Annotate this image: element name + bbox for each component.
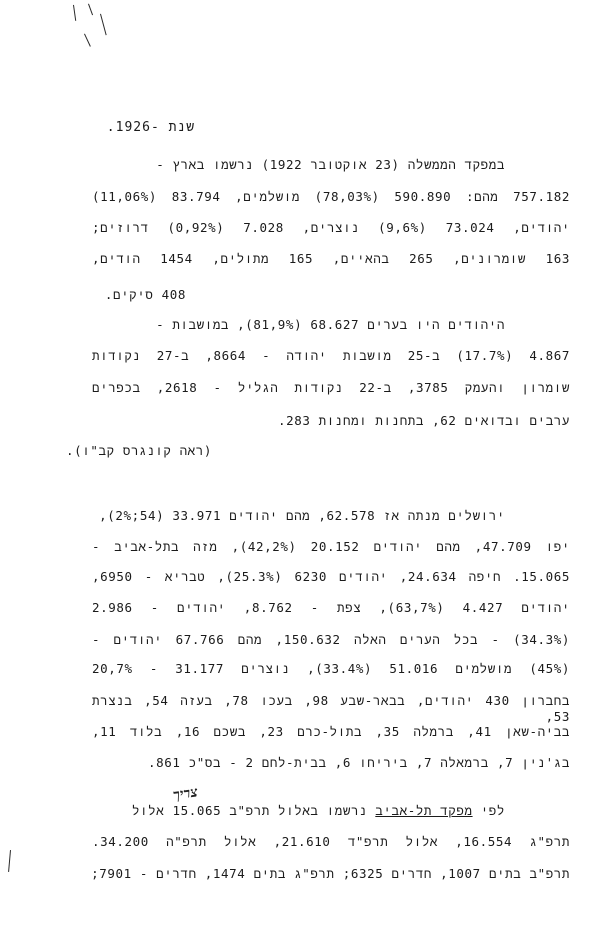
paragraph4-line2: תרפ"ג 16.554, אלול תרפ"ד 21.610, אלול תרפ"ה 34.200. [92,834,570,849]
handwritten-note: צריך [171,784,199,804]
paragraph1-line3: יהודים, 73.024 (9,6%) נוצרים, 7.028 (0,92%) דרוזים; [92,220,570,235]
pen-mark-2 [88,4,93,16]
paragraph1-line5: 408 סיקים. [104,287,186,302]
paragraph3-line3: 15.065. חיפה 24.634, יהודים 6230 (25.3%), טבריא - 6950, [92,569,570,584]
paragraph3-line2: יפו 47.709, מהם יהודים 20.152 (42,2%), מזה בתל-אביב - [92,539,570,554]
paragraph4-intro: לפי [472,803,505,818]
paragraph3-line7: בחברון 430 יהודים, בבאר-שבע 98, בעכו 78, בעזה 54, בנצרת 53, [92,693,570,724]
paragraph3-line5: (34.3%) - בכל הערים האלה 150.632, מהם 67.766 יהודים - [92,632,570,647]
paragraph2-line2: 4.867 (17.7%) ב-25 מושבות יהודה - 8664, ב-27 נקודות [92,348,570,363]
paragraph3-line8: בביה-שאן 41, ברמלה 35, בתול-כרם 23, בשכם 16, בלוד 11, [92,724,570,739]
pen-mark-5 [8,850,11,872]
paragraph2-line3: שומרון והעמק 3785, ב-22 נקודות הגליל - 2618, בכפרים [92,380,570,395]
paragraph1-line1: במפקד הממשלה (23 אוקטובר 1922) נרשמו בארץ - [156,157,505,172]
paragraph2-line4: ערבים ובדואים 62, בתחנות ומחנות 283. [278,413,570,428]
pen-mark-3 [100,14,107,36]
paragraph1-line4: 163 שומרונים, 265 בהאיים, 165 מתולים, 1454 הודים, [92,251,570,266]
paragraph2-line5: (ראה קונגרס קב"ו). [66,443,212,458]
pen-mark-1 [73,5,77,21]
paragraph3-line4: יהודים 4.427 (63,7%), צפת - 8.762, יהודים - 2.986 [92,600,570,615]
paragraph4-line3: תרפ"ב בתים 1007, חדרים 6325; תרפ"ג בתים 1474, חדרים - 7901; [91,866,570,881]
paragraph3-line9: בג'נין 7, ברמאלה 7, ביריחו 6, בבית-לחם 2 - בס"כ 861. [148,755,570,770]
paragraph4-line1 [132,803,505,819]
paragraph4-rest: נרשמו באלול תרפ"ב 15.065 אלול [131,803,376,818]
paragraph3-line6: (45%) מושלמים 51.016 (33.4%), נוצרים 31.177 - 20,7% [92,661,570,676]
paragraph2-line1: היהודים היו בערים 68.627 (81,9%), במושבות - [156,317,505,332]
paragraph3-line1: ירושלים מנתה אז 62.578, מהם יהודים 33.971 (54;2%), [99,508,505,523]
paragraph1-line2: 757.182 מהם: 590.890 (78,03%) מושלמים, 83.794 (11,06%) [92,189,570,204]
paragraph4-underlined: מפקד תל-אביב [375,803,473,818]
pen-mark-4 [84,33,91,46]
document-heading: שנת -1926. [106,120,195,135]
